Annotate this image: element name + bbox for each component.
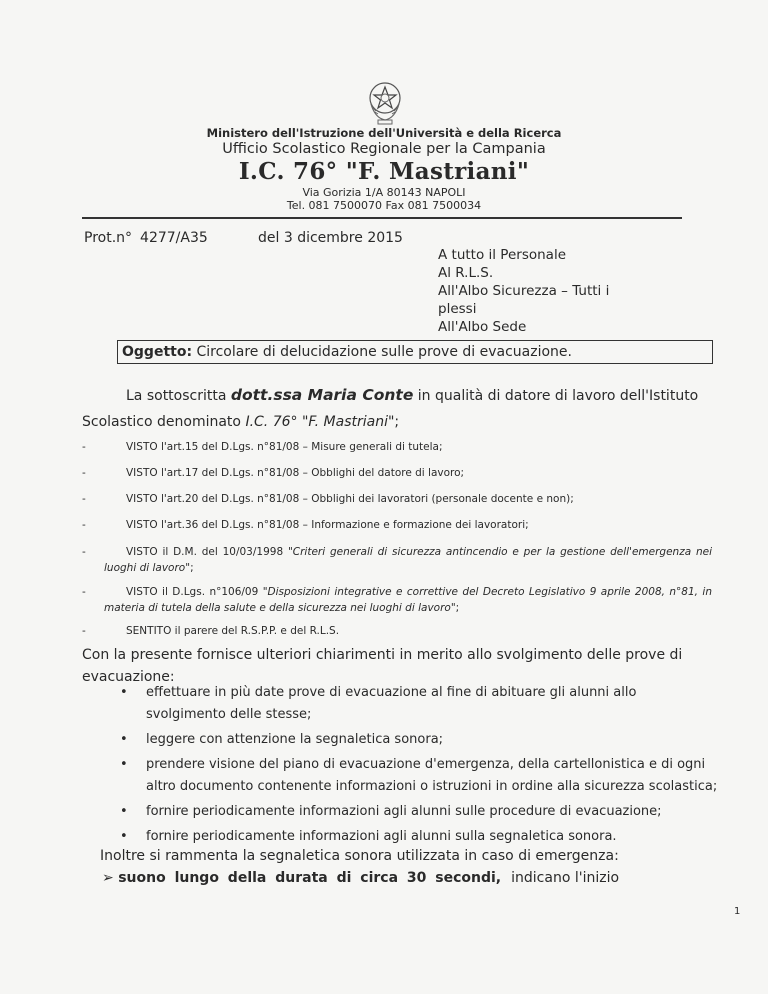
intro-paragraph <box>82 382 712 435</box>
reference-text: VISTO l'art.15 del D.Lgs. n°81/08 – Misure generali di tutela; <box>126 441 443 453</box>
reference-title: "Criteri generali di sicurezza antincendio e per la gestione dell'emergenza nei luoghi di lavoro" <box>104 546 712 574</box>
signal-meaning: indicano l'inizio <box>511 870 620 886</box>
bullet: • <box>120 732 128 747</box>
header-divider <box>82 217 682 219</box>
recipients-list <box>438 246 643 336</box>
protocol-label: Prot.n° <box>84 230 133 246</box>
school-address: Via Gorizia 1/A 80143 NAPOLI <box>302 186 466 199</box>
recipient: All'Albo Sede <box>438 319 527 335</box>
reference-end: ; <box>455 602 460 614</box>
list-item-text: fornire periodicamente informazioni agli alunni sulla segnaletica sonora. <box>146 829 617 844</box>
list-item-text: effettuare in più date prove di evacuazione al fine di abituare gli alunni allo svolgimento delle stesse; <box>146 685 637 722</box>
subject-box <box>117 340 713 364</box>
list-item-text: fornire periodicamente informazioni agli alunni sulle procedure di evacuazione; <box>146 804 662 819</box>
dash: - <box>82 586 86 598</box>
document-date: del 3 dicembre 2015 <box>258 230 403 246</box>
dash: - <box>82 625 86 637</box>
reference-text: VISTO il D.Lgs. n°106/09 <box>126 586 263 598</box>
bullet: • <box>120 829 128 844</box>
recipient: A tutto il Personale <box>438 247 566 263</box>
dash: - <box>82 493 86 505</box>
legal-reference-item <box>82 518 712 544</box>
list-item-text: leggere con attenzione la segnaletica sonora; <box>146 732 444 747</box>
dash: - <box>82 519 86 531</box>
sound-signal-item <box>102 870 619 886</box>
intro-text: Scolastico denominato <box>82 414 246 430</box>
intro-school: I.C. 76° "F. Mastriani" <box>245 414 395 430</box>
bullet: • <box>120 804 128 819</box>
list-item <box>120 801 720 823</box>
reference-text: VISTO il D.M. del 10/03/1998 <box>126 546 288 558</box>
page-number: 1 <box>734 906 741 917</box>
reference-title: "Disposizioni integrative e correttive del Decreto Legislativo 9 aprile 2008, n°81, in materia di tutela della salute e della sicurezza nei luoghi di lavoro" <box>104 586 712 614</box>
signal-description: suono lungo della durata di circa 30 secondi, <box>118 870 502 886</box>
list-item <box>120 729 720 751</box>
regional-office: Ufficio Scolastico Regionale per la Campania <box>222 141 546 157</box>
intro-text: La sottoscritta <box>126 388 231 404</box>
legal-reference-item <box>82 466 712 492</box>
reference-text: SENTITO il parere del R.S.P.P. e del R.L.S. <box>126 625 340 637</box>
list-item <box>120 826 720 848</box>
list-item-text: prendere visione del piano di evacuazione d'emergenza, della cartellonistica e di ogni altro documento contenente informazioni o istruzioni in ordine alla sicurezza scolastica; <box>146 757 718 794</box>
legal-reference-item <box>82 440 712 466</box>
instruction-list <box>120 682 720 851</box>
reference-text: VISTO l'art.17 del D.Lgs. n°81/08 – Obblighi del datore di lavoro; <box>126 467 465 479</box>
sound-signals-intro: Inoltre si rammenta la segnaletica sonora utilizzata in caso di emergenza: <box>100 848 619 864</box>
legal-reference-item <box>82 492 712 518</box>
arrow-icon: ➢ <box>102 870 114 886</box>
protocol-value: 4277/A35 <box>140 230 208 246</box>
subject-text: Circolare di delucidazione sulle prove di evacuazione. <box>192 344 572 360</box>
recipient: Al R.L.S. <box>438 265 494 281</box>
intro-text: ; <box>394 414 400 430</box>
reference-text: VISTO l'art.20 del D.Lgs. n°81/08 – Obblighi dei lavoratori (personale docente e non); <box>126 493 574 505</box>
school-phones: Tel. 081 7500070 Fax 081 7500034 <box>286 199 482 212</box>
dash: - <box>82 441 86 453</box>
bullet: • <box>120 757 128 772</box>
school-name: I.C. 76° "F. Mastriani" <box>238 158 530 185</box>
intro-text: in qualità di datore di lavoro dell'Istituto <box>413 388 699 404</box>
subject-label: Oggetto: <box>122 344 193 360</box>
reference-text: VISTO l'art.36 del D.Lgs. n°81/08 – Informazione e formazione dei lavoratori; <box>126 519 529 531</box>
body-paragraph: Con la presente fornisce ulteriori chiarimenti in merito allo svolgimento delle prove di evacuazione: <box>82 647 683 685</box>
legal-reference-item <box>82 584 712 624</box>
recipient: All'Albo Sicurezza – Tutti i plessi <box>438 283 610 317</box>
republic-emblem-icon <box>363 78 407 126</box>
bullet: • <box>120 685 128 700</box>
reference-end: ; <box>190 562 194 574</box>
protocol-number <box>84 230 208 246</box>
legal-reference-item <box>82 544 712 584</box>
list-item <box>120 754 720 798</box>
signer-name: dott.ssa Maria Conte <box>230 386 414 404</box>
dash: - <box>82 546 86 558</box>
legal-references <box>82 440 712 650</box>
ministry-name: Ministero dell'Istruzione dell'Università e della Ricerca <box>206 126 562 140</box>
list-item <box>120 682 720 726</box>
dash: - <box>82 467 86 479</box>
